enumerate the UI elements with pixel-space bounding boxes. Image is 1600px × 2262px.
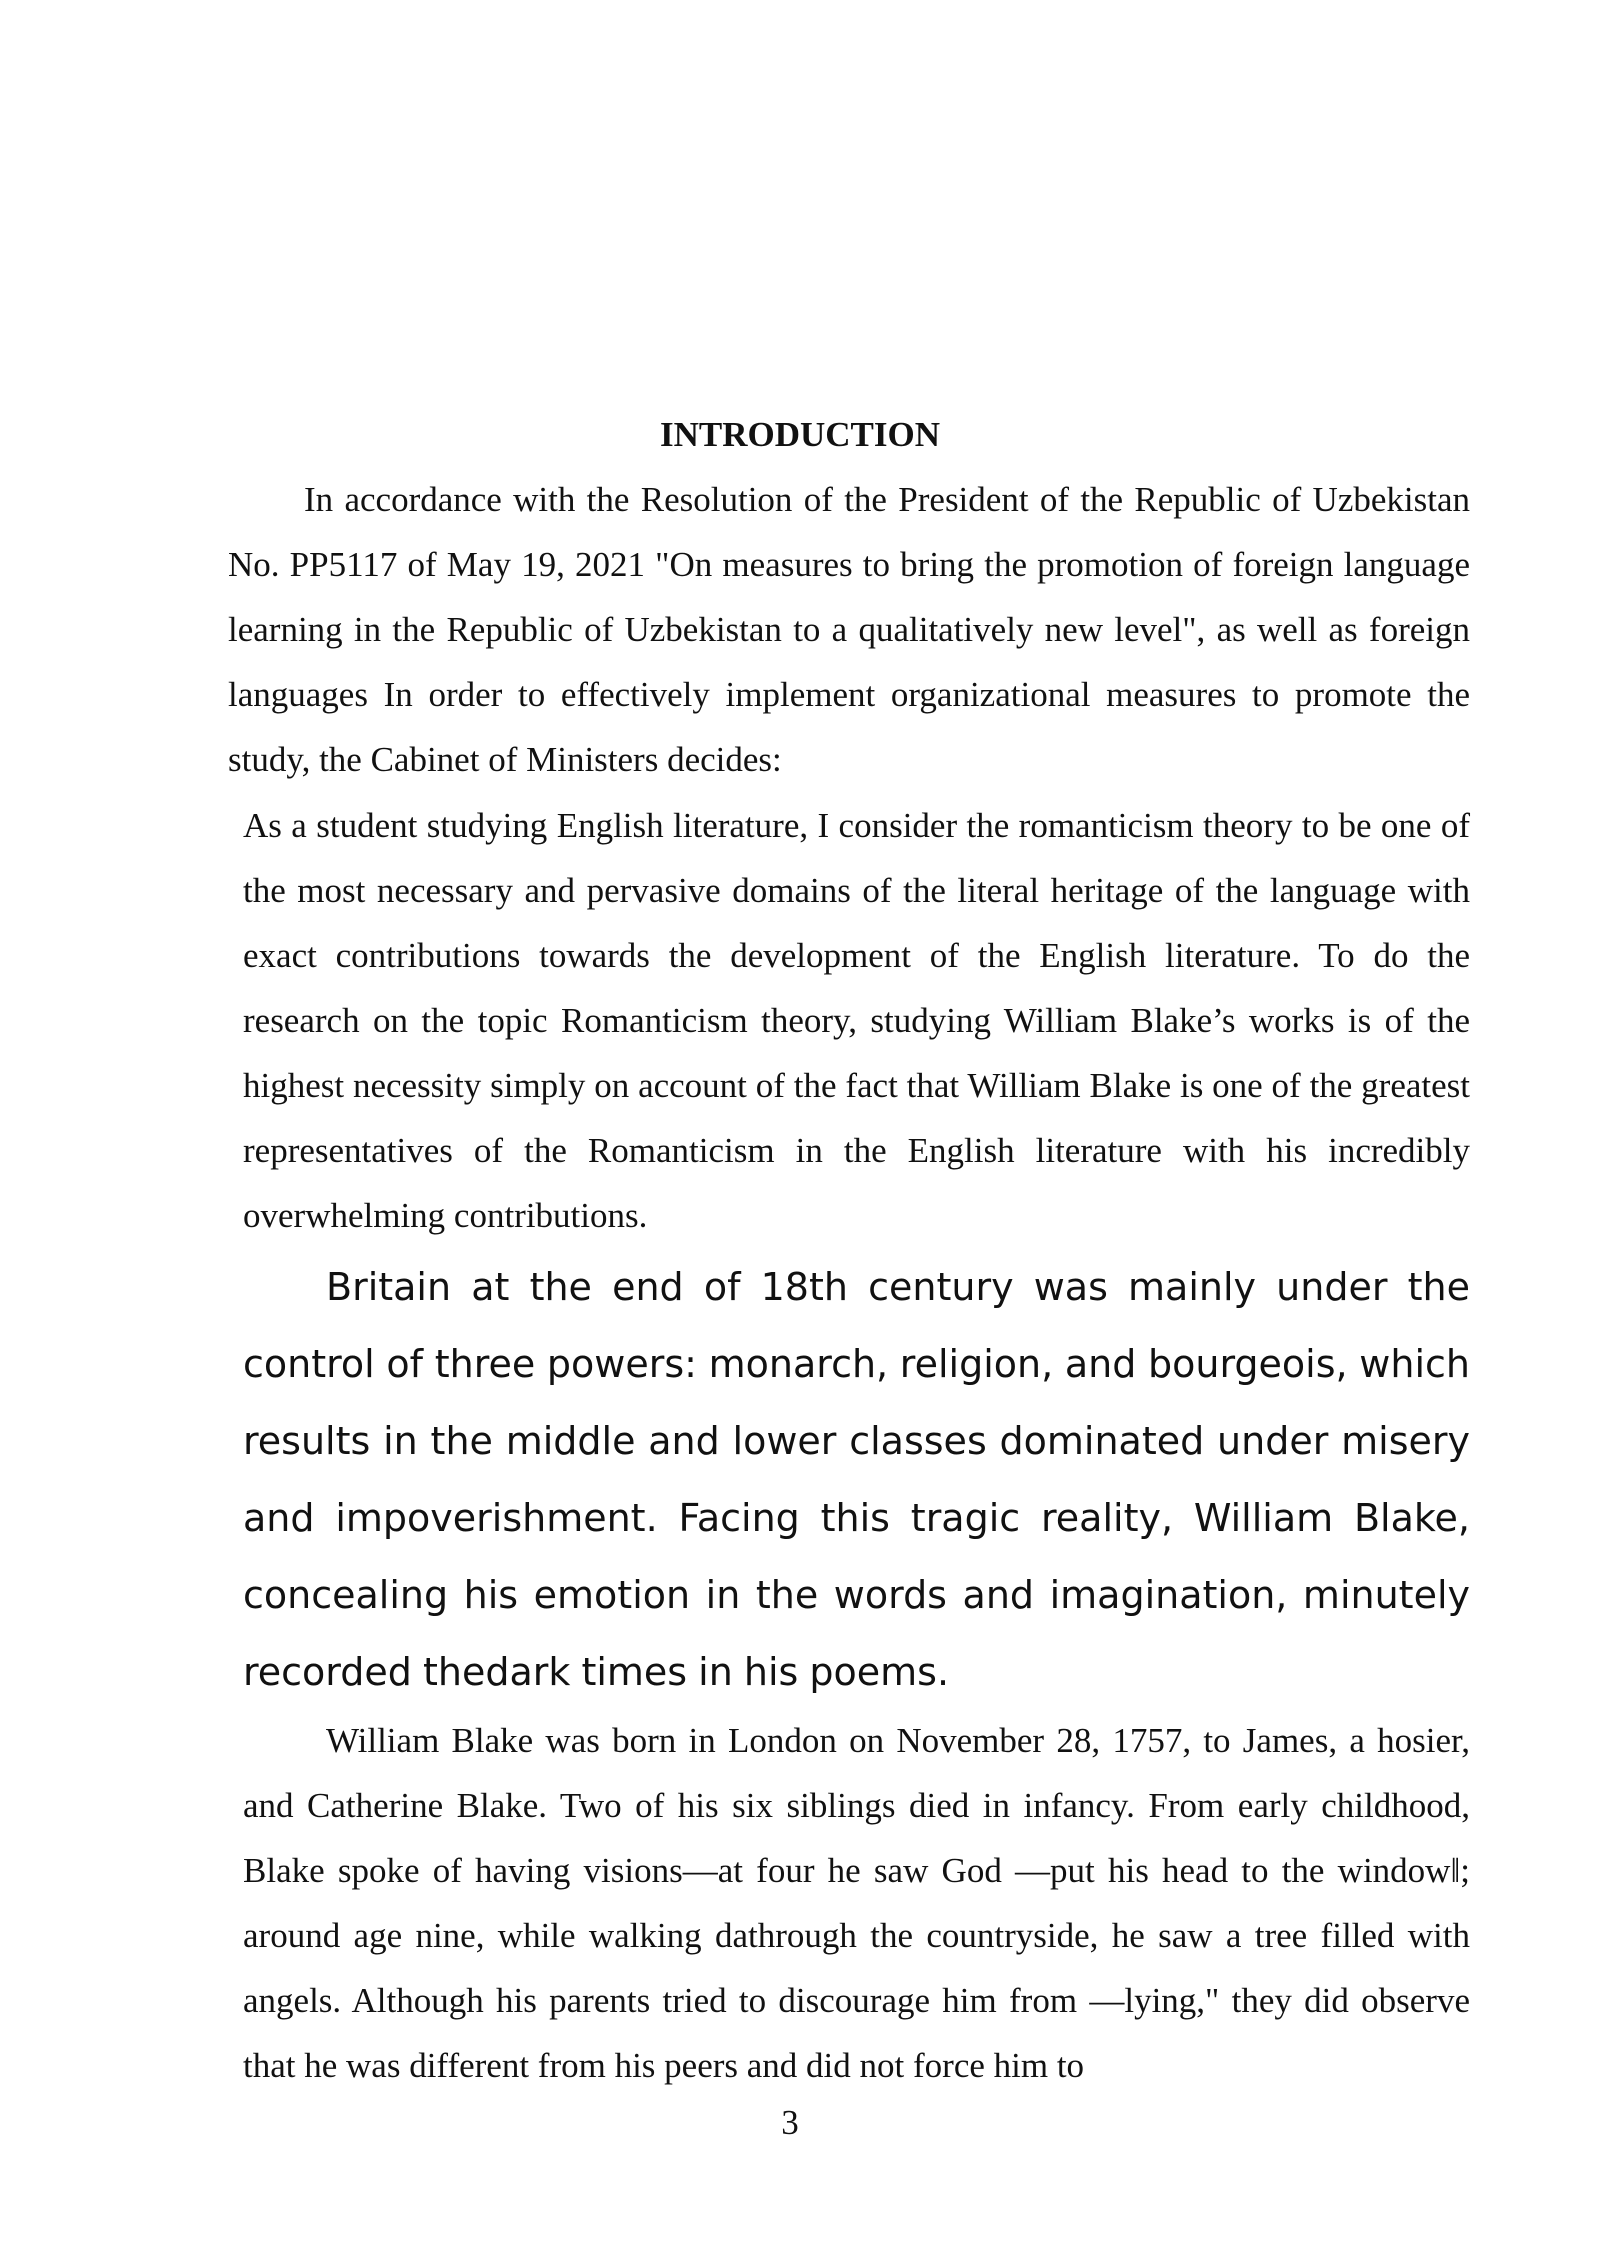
document-title: INTRODUCTION <box>659 415 941 454</box>
paragraph-blake-biography: William Blake was born in London on November 28, 1757, to James, a hosier, and Catherine Blake. Two of his six siblings died in infancy. From early childhood, Blake spoke of having visions—at four he saw God —put his head to the window‖; around age nine, while walking dathrough the countryside, he saw a tree filled with angels. Although his parents tried to discourage him from —lying," they did observe that he was different from his peers and did not force him to <box>243 1721 1470 2085</box>
paragraph-britain-18th-century: Britain at the end of 18th century was mainly under the control of three powers: monarch, religion, and bourgeois, which results in the middle and lower classes dominated under misery and impoverishment. Facing this tragic reality, William Blake, concealing his emotion in the words and imagination, minutely recorded thedark times in his poems. <box>243 1265 1470 1694</box>
paragraph-resolution: In accordance with the Resolution of the President of the Republic of Uzbekistan No. PP5117 of May 19, 2021 "On measures to bring the promotion of foreign language learning in the Republic of Uzbekistan to a qualitatively new level", as well as foreign languages In order to effectively implement organizational measures to promote the study, the Cabinet of Ministers decides: <box>228 480 1470 779</box>
paragraph-student-romanticism: As a student studying English literature, I consider the romanticism theory to be one of the most necessary and pervasive domains of the literal heritage of the language with exact contributions towards the development of the English literature. To do the research on the topic Romanticism theory, studying William Blake’s works is of the highest necessity simply on account of the fact that William Blake is one of the greatest representatives of the Romanticism in the English literature with his incredibly overwhelming contributions. <box>243 806 1470 1235</box>
page-number: 3 <box>781 2103 799 2142</box>
